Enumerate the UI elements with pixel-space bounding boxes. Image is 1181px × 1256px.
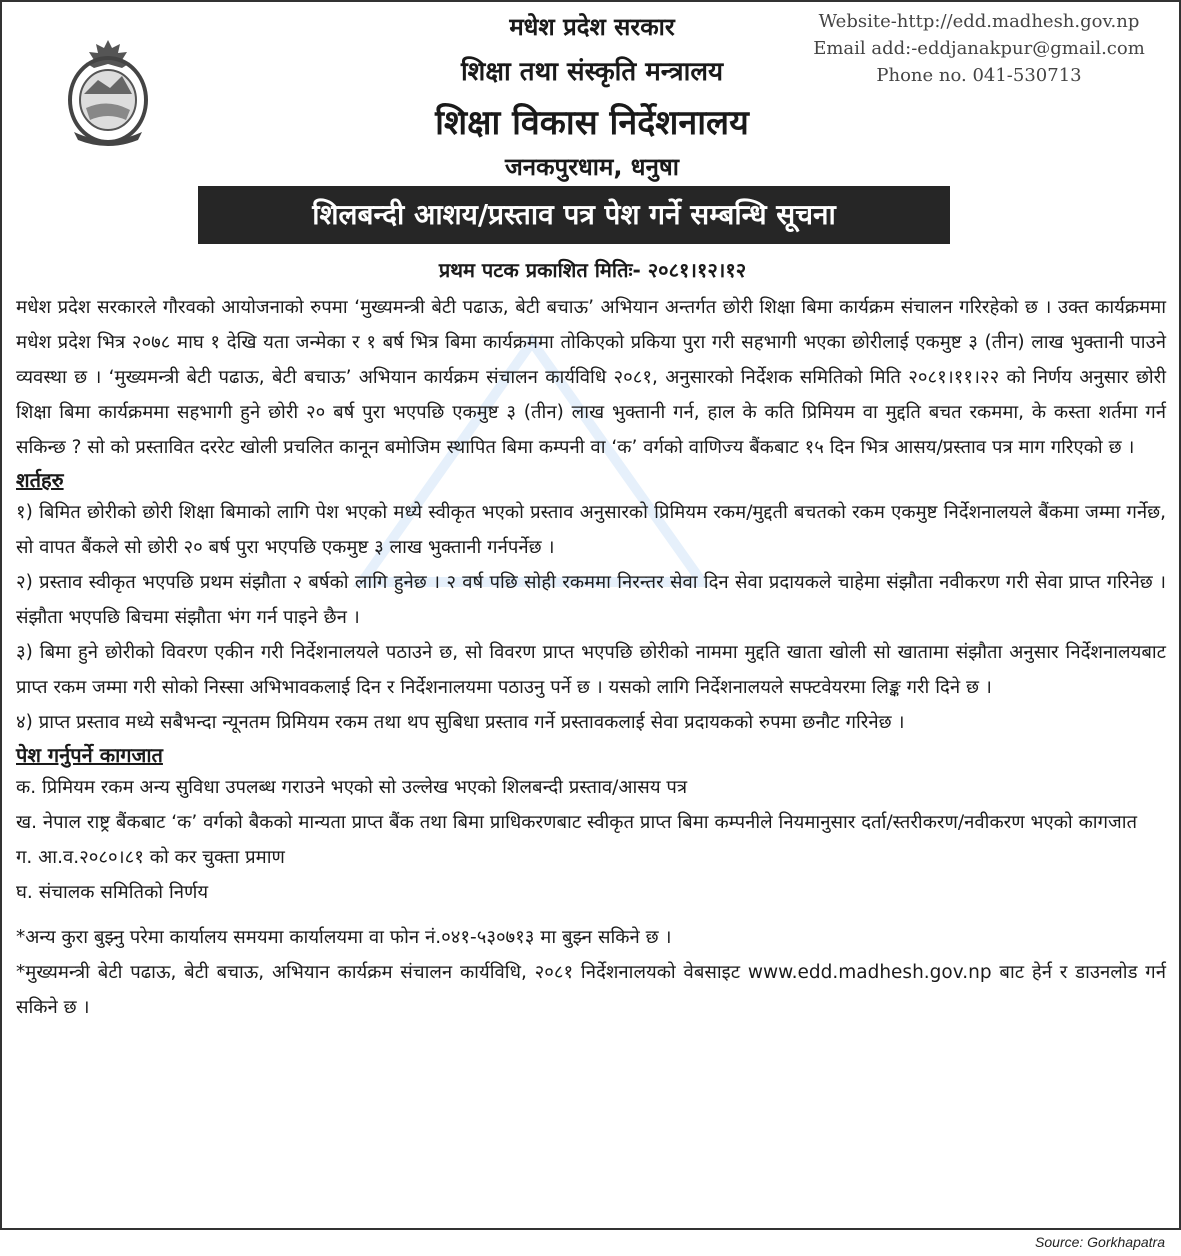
published-date: प्रथम पटक प्रकाशित मितिः- २०८१।१२।१२ — [438, 258, 747, 282]
contact-block — [799, 8, 1159, 89]
document-item: ग. आ.व.२०८०।८१ को कर चुक्ता प्रमाण — [16, 847, 285, 868]
notice-title: शिलबन्दी आशय/प्रस्ताव पत्र पेश गर्ने सम्बन्धि सूचना — [198, 186, 950, 244]
condition-item: १) बिमित छोरीको छोरी शिक्षा बिमाको लागि पेश भएको मध्ये स्वीकृत भएको प्रस्ताव अनुसारको प्रिमियम रकम/मुद्दती बचतको रकम एकमुष्ट निर्देशनालयले बैंकमा जम्मा गर्नेछ, सो वापत बैंकले सो छोरी २० बर्ष पुरा भएपछि एकमुष्ट ३ लाख भुक्तानी गर्नपर्नेछ । — [16, 502, 1166, 558]
source-credit: Source: Gorkhapatra — [1035, 1234, 1165, 1250]
document-item: घ. संचालक समितिको निर्णय — [16, 882, 209, 903]
government-name: मधेश प्रदेश सरकार — [509, 13, 675, 41]
footnote-website: *मुख्यमन्त्री बेटी पढाऊ, बेटी बचाऊ, अभियान कार्यक्रम संचालन कार्यविधि, २०८१ निर्देशनालयको वेबसाइट www.edd.madhesh.gov.np बाट हेर्न र डाउनलोड गर्न सकिने छ । — [16, 962, 1166, 1018]
condition-item: ४) प्राप्त प्रस्ताव मध्ये सबैभन्दा न्यूनतम प्रिमियम रकम तथा थप सुबिधा प्रस्ताव गर्ने प्रस्तावकलाई सेवा प्रदायकको रुपमा छनौट गरिनेछ । — [16, 712, 905, 733]
document-item: ख. नेपाल राष्ट्र बैंकबाट ‘क’ वर्गको बैकको मान्यता प्राप्त बैंक तथा बिमा प्राधिकरणबाट स्वीकृत प्राप्त बिमा कम्पनीले नियमानुसार दर्ता/स्तरीकरण/नवीकरण भएको कागजात — [16, 812, 1138, 833]
phone-number: Phone no. 041-530713 — [876, 65, 1082, 86]
document-item: क. प्रिमियम रकम अन्य सुविधा उपलब्ध गराउने भएको सो उल्लेख भएको शिलबन्दी प्रस्ताव/आसय पत्र — [16, 777, 688, 798]
website-link[interactable]: Website-http://edd.madhesh.gov.np — [818, 11, 1140, 32]
email-address[interactable]: Email add:-eddjanakpur@gmail.com — [813, 38, 1145, 59]
footnote-contact: *अन्य कुरा बुझ्नु परेमा कार्यालय समयमा कार्यालयमा वा फोन नं.०४१-५३०७१३ मा बुझ्न सकिने छ । — [16, 927, 672, 948]
conditions-heading: शर्तहरु — [16, 468, 64, 492]
ministry-name: शिक्षा तथा संस्कृति मन्त्रालय — [460, 57, 724, 87]
office-location: जनकपुरधाम, धनुषा — [505, 153, 679, 181]
notice-body — [16, 290, 1166, 1025]
nepal-emblem-icon — [60, 36, 156, 148]
intro-paragraph: मधेश प्रदेश सरकारले गौरवको आयोजनाको रुपमा ‘मुख्यमन्त्री बेटी पढाऊ, बेटी बचाऊ’ अभियान अन्तर्गत छोरी शिक्षा बिमा कार्यक्रम संचालन गरिरहेको छ । उक्त कार्यक्रममा मधेश प्रदेश भित्र २०७८ माघ १ देखि यता जन्मेका र १ बर्ष भित्र बिमा कार्यक्रममा तोकिएको प्रकिया पुरा गरी सहभागी भएका छोरीलाई एकमुष्ट ३ (तीन) लाख भुक्तानी पाउने व्यवस्था छ । ‘मुख्यमन्त्री बेटी पढाऊ, बेटी बचाऊ’ अभियान कार्यक्रम संचालन कार्यविधि २०८१, अनुसारको निर्देशक समितिको मिति २०८१।११।२२ को निर्णय अनुसार छोरी शिक्षा बिमा कार्यक्रममा सहभागी हुने छोरी २० बर्ष पुरा भएपछि एकमुष्ट ३ (तीन) लाख भुक्तानी गर्न, हाल के कति प्रिमियम वा मुद्दति बचत रकममा, के कस्ता शर्तमा गर्न सकिन्छ ? सो को प्रस्तावित दररेट खोली प्रचलित कानून बमोजिम स्थापित बिमा कम्पनी वा ‘क’ वर्गको वाणिज्य बैंकबाट १५ दिन भित्र आसय/प्रस्ताव पत्र माग गरिएको छ । — [16, 297, 1166, 458]
condition-item: ३) बिमा हुने छोरीको विवरण एकीन गरी निर्देशनालयले पठाउने छ, सो विवरण प्राप्त भएपछि छोरीको नाममा मुद्दति खाता खोली सो खातामा संझौता अनुसार निर्देशनालयबाट प्राप्त रकम जम्मा गरी सोको निस्सा अभिभावकलाई दिन र निर्देशनालयमा पठाउनु पर्ने छ । यसको लागि निर्देशनालयले सफ्टवेयरमा लिङ्क गरी दिने छ । — [16, 642, 1166, 698]
documents-heading: पेश गर्नुपर्ने कागजात — [16, 743, 163, 767]
condition-item: २) प्रस्ताव स्वीकृत भएपछि प्रथम संझौता २ बर्षको लागि हुनेछ । २ वर्ष पछि सोही रकममा निरन्तर सेवा दिन सेवा प्रदायकले चाहेमा संझौता नवीकरण गरी सेवा प्राप्त गरिनेछ । संझौता भएपछि बिचमा संझौता भंग गर्न पाइने छैन । — [16, 572, 1166, 628]
directorate-name: शिक्षा विकास निर्देशनालय — [435, 103, 749, 143]
